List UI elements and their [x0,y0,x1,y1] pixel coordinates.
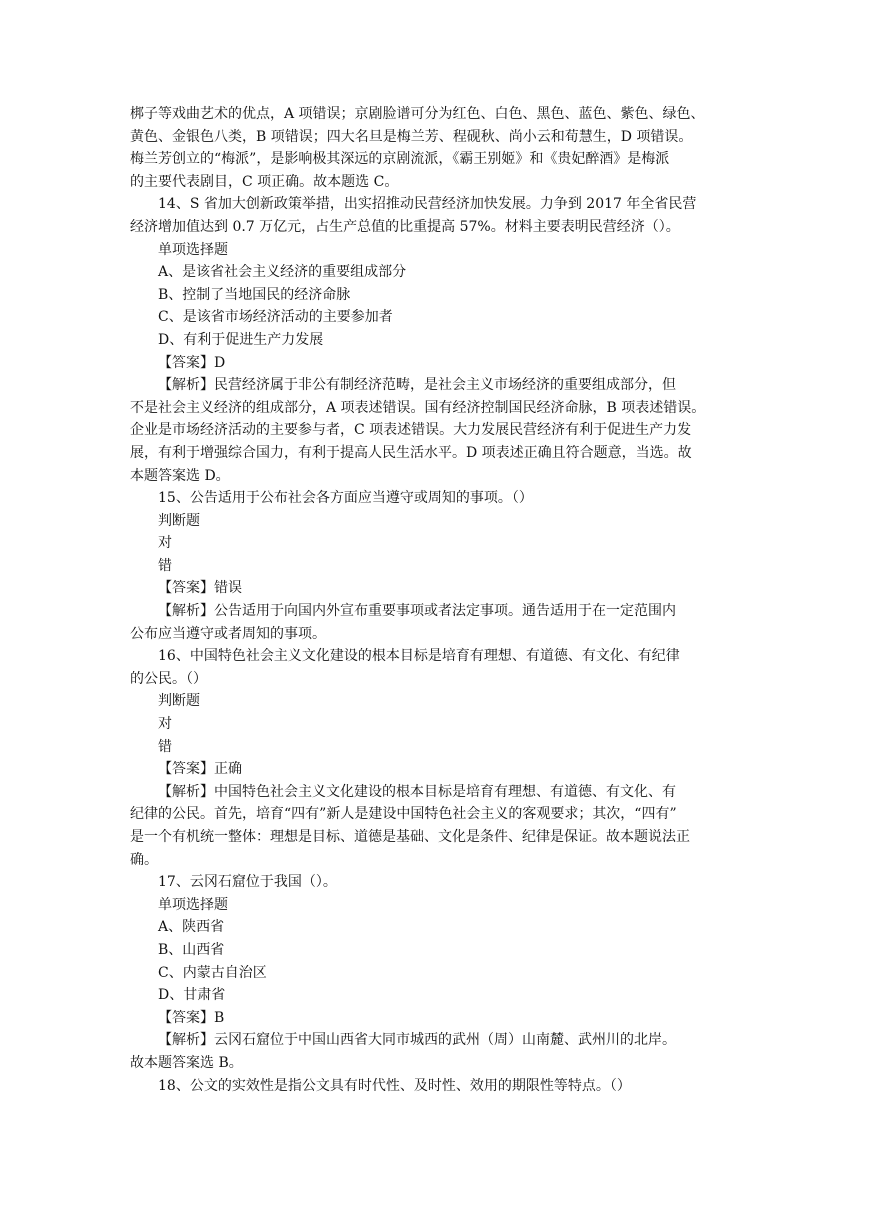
text-line: 公布应当遵守或者周知的事项。 [130,625,326,642]
text-line: 17、云冈石窟位于我国（）。 [158,874,337,891]
text-line: 【解析】中国特色社会主义文化建设的根本目标是培育有理想、有道德、有文化、有 [158,783,676,800]
text-line: D、有利于促进生产力发展 [158,331,324,348]
text-line: 18、公文的实效性是指公文具有时代性、及时性、效用的期限性等特点。（） [158,1077,631,1094]
document-body [130,103,742,1097]
text-line: A、是该省社会主义经济的重要组成部分 [158,264,407,281]
text-line: 16、中国特色社会主义文化建设的根本目标是培育有理想、有道德、有文化、有纪律 [158,648,680,665]
text-line: 单项选择题 [158,241,228,258]
text-line: 【解析】公告适用于向国内外宣布重要事项或者法定事项。通告适用于在一定范围内 [158,603,676,620]
text-line: 错 [158,738,172,755]
text-line: 经济增加值达到 0.7 万亿元，占生产总值的比重提高 57%。材料主要表明民营经济（）。 [130,218,680,235]
text-line: 【解析】民营经济属于非公有制经济范畴，是社会主义市场经济的重要组成部分，但 [158,377,676,394]
text-line: C、是该省市场经济活动的主要参加者 [158,309,393,326]
text-line: 【答案】错误 [158,580,242,597]
text-line: 对 [158,716,172,733]
text-line: C、内蒙古自治区 [158,964,267,981]
text-line: 【答案】D [158,354,226,371]
text-line: 的公民。（） [130,670,207,687]
text-line: 梅兰芳创立的“梅派”，是影响极其深远的京剧流派，《霸王别姬》和《贵妃醉酒》是梅派 [130,151,670,168]
text-line: 企业是市场经济活动的主要参与者，C 项表述错误。大力发展民营经济有利于促进生产力发 [130,422,692,439]
text-line: 错 [158,557,172,574]
text-line: 是一个有机统一整体：理想是目标、道德是基础、文化是条件、纪律是保证。故本题说法正 [130,829,690,845]
text-line: B、控制了当地国民的经济命脉 [158,286,351,303]
text-line: D、甘肃省 [158,987,226,1004]
text-line: 对 [158,535,172,552]
text-line: 本题答案选 D。 [130,467,230,484]
text-line: 单项选择题 [158,896,228,913]
text-line: 梆子等戏曲艺术的优点，A 项错误；京剧脸谱可分为红色、白色、黑色、蓝色、紫色、绿色、 [130,106,705,122]
text-line: 故本题答案选 B。 [130,1054,243,1071]
text-line: 【答案】B [158,1009,225,1026]
text-line: 确。 [130,851,158,868]
text-line: 判断题 [158,693,200,710]
text-line: 展，有利于增强综合国力，有利于提高人民生活水平。D 项表述正确且符合题意，当选。故 [130,444,692,461]
text-line: 黄色、金银色八类，B 项错误；四大名旦是梅兰芳、程砚秋、尚小云和荀慧生，D 项错误。 [130,128,693,145]
text-line: B、山西省 [158,941,225,958]
text-line: 【答案】正确 [158,761,242,778]
text-line: 的主要代表剧目，C 项正确。故本题选 C。 [130,173,399,190]
text-line: 不是社会主义经济的组成部分，A 项表述错误。国有经济控制国民经济命脉，B 项表述错误。 [130,399,706,416]
text-line: 15、公告适用于公布社会各方面应当遵守或周知的事项。（） [158,490,533,507]
text-line: A、陕西省 [158,919,225,936]
text-line: 【解析】云冈石窟位于中国山西省大同市城西的武州（周）山南麓、武州川的北岸。 [158,1032,676,1049]
text-line: 判断题 [158,512,200,529]
text-line: 纪律的公民。首先，培育“四有”新人是建设中国特色社会主义的客观要求；其次，“四有” [130,806,677,823]
text-line: 14、S 省加大创新政策举措，出实招推动民营经济加快发展。力争到 2017 年全省民营 [158,196,697,213]
